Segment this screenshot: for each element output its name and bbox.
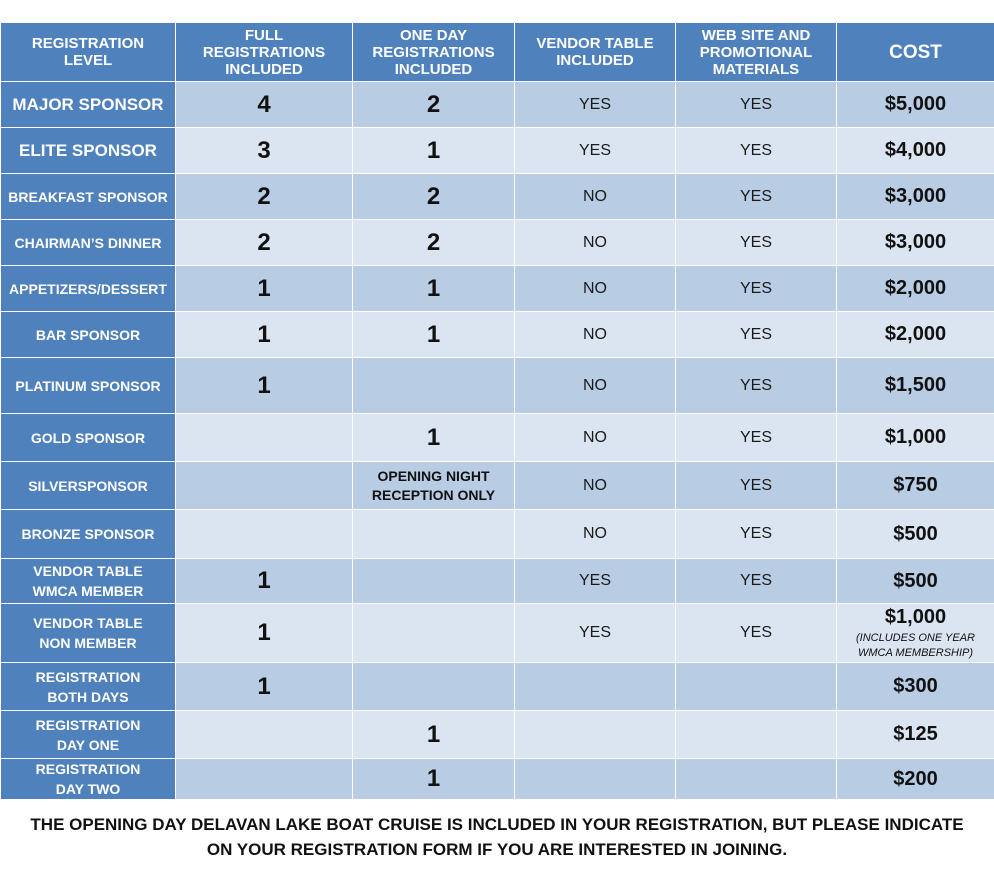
- table-row: [1, 82, 994, 128]
- full-registrations-cell: 3: [176, 128, 353, 174]
- table-row: [1, 312, 994, 358]
- full-registrations-cell: 4: [176, 82, 353, 128]
- one-day-registrations-cell: 1: [353, 711, 515, 759]
- registration-level-label: BAR SPONSOR: [35, 326, 141, 343]
- registration-level-label: DAY ONE: [56, 736, 120, 753]
- web-site-cell: YES: [676, 128, 837, 174]
- one-day-registrations-cell: 1: [353, 414, 515, 462]
- cost-cell: [837, 220, 994, 266]
- footer-line: ON YOUR REGISTRATION FORM IF YOU ARE INTERESTED IN JOINING.: [206, 840, 788, 859]
- cost-note: [837, 631, 994, 661]
- header-vendor-table: VENDOR TABLE INCLUDED: [515, 23, 676, 82]
- vendor-table-cell: [515, 711, 676, 759]
- table-row: [1, 174, 994, 220]
- registration-level-label: ELITE SPONSOR: [19, 140, 157, 160]
- one-day-registrations-cell: [353, 604, 515, 663]
- web-site-cell: YES: [676, 414, 837, 462]
- cost-value: $500: [893, 522, 938, 545]
- vendor-table-cell: NO: [515, 414, 676, 462]
- web-site-cell: YES: [676, 266, 837, 312]
- one-day-registrations-cell: 1: [353, 759, 515, 800]
- cost-cell: [837, 128, 994, 174]
- vendor-table-cell: [515, 663, 676, 711]
- registration-level-cell: [1, 174, 176, 220]
- registration-level-label: BOTH DAYS: [47, 688, 129, 705]
- registration-level-label: VENDOR TABLE: [33, 615, 143, 631]
- registration-level-label: MAJOR SPONSOR: [12, 94, 164, 114]
- table-row: [1, 414, 994, 462]
- table-row: [1, 711, 994, 759]
- cost-value: $3,000: [884, 231, 947, 253]
- registration-level-cell: [1, 711, 176, 759]
- cost-cell: [837, 312, 994, 358]
- vendor-table-cell: NO: [515, 174, 676, 220]
- cost-value: $300: [893, 675, 938, 697]
- registration-level-label: REGISTRATION: [35, 668, 141, 685]
- footer-line: THE OPENING DAY DELAVAN LAKE BOAT CRUISE IS INCLUDED IN YOUR REGISTRATION, BUT PLEASE INDICATE: [30, 815, 964, 834]
- cost-value: $3,000: [884, 185, 947, 207]
- registration-level-cell: [1, 82, 176, 128]
- footer-note: [0, 812, 994, 862]
- registration-level-cell: [1, 128, 176, 174]
- table-row: [1, 759, 994, 800]
- vendor-table-cell: NO: [515, 462, 676, 510]
- full-registrations-cell: 1: [176, 312, 353, 358]
- registration-level-cell: [1, 759, 176, 800]
- web-site-cell: YES: [676, 604, 837, 663]
- one-day-registrations-cell: 1: [353, 312, 515, 358]
- registration-level-label: NON MEMBER: [39, 635, 137, 651]
- full-registrations-cell: 1: [176, 604, 353, 663]
- cost-value: $4,000: [884, 139, 947, 161]
- registration-level-label: CHAIRMAN’S DINNER: [14, 234, 162, 251]
- header-row: [1, 23, 994, 82]
- one-day-registrations-cell: 2: [353, 220, 515, 266]
- cost-cell: [837, 604, 994, 663]
- registration-level-cell: [1, 663, 176, 711]
- full-registrations-cell: [176, 759, 353, 800]
- full-registrations-cell: 1: [176, 358, 353, 414]
- cost-value: $1,000: [884, 605, 947, 628]
- registration-level-cell: [1, 358, 176, 414]
- one-day-registrations-cell: [353, 358, 515, 414]
- table-row: [1, 358, 994, 414]
- cost-cell: [837, 510, 994, 559]
- web-site-cell: YES: [676, 559, 837, 604]
- vendor-table-cell: [515, 759, 676, 800]
- one-day-registrations-cell: 2: [353, 174, 515, 220]
- cost-cell: [837, 82, 994, 128]
- web-site-cell: YES: [676, 174, 837, 220]
- cost-cell: [837, 663, 994, 711]
- one-day-registrations-cell: [353, 462, 515, 510]
- vendor-table-cell: NO: [515, 220, 676, 266]
- cost-value: $1,000: [884, 426, 947, 448]
- registration-level-label: BRONZE SPONSOR: [21, 526, 155, 542]
- table-row: [1, 220, 994, 266]
- cost-cell: [837, 711, 994, 759]
- registration-level-label: PLATINUM SPONSOR: [15, 377, 161, 394]
- registration-level-cell: [1, 510, 176, 559]
- cost-note-line: WMCA MEMBERSHIP): [857, 646, 974, 659]
- one-day-registrations-cell: [353, 663, 515, 711]
- registration-level-cell: [1, 559, 176, 604]
- one-day-registrations-cell: [353, 559, 515, 604]
- web-site-cell: [676, 759, 837, 800]
- vendor-table-cell: NO: [515, 312, 676, 358]
- web-site-cell: [676, 711, 837, 759]
- web-site-cell: [676, 663, 837, 711]
- cost-value: $200: [893, 767, 938, 790]
- full-registrations-cell: 2: [176, 220, 353, 266]
- one-day-note: RECEPTION ONLY: [371, 486, 496, 503]
- registration-level-cell: [1, 220, 176, 266]
- cost-value: $2,000: [884, 323, 947, 345]
- full-registrations-cell: [176, 414, 353, 462]
- registration-level-cell: [1, 266, 176, 312]
- web-site-cell: YES: [676, 220, 837, 266]
- registration-level-label: SILVERSPONSOR: [28, 477, 148, 494]
- header-one-day-registrations: ONE DAY REGISTRATIONS INCLUDED: [353, 23, 515, 82]
- one-day-note: OPENING NIGHT: [377, 467, 490, 484]
- table-row: [1, 510, 994, 559]
- cost-cell: [837, 174, 994, 220]
- one-day-registrations-cell: 2: [353, 82, 515, 128]
- one-day-registrations-cell: 1: [353, 266, 515, 312]
- registration-level-label: REGISTRATION: [35, 716, 141, 733]
- cost-note-line: (INCLUDES ONE YEAR: [856, 631, 975, 644]
- web-site-cell: YES: [676, 82, 837, 128]
- header-full-registrations: FULL REGISTRATIONS INCLUDED: [176, 23, 353, 82]
- registration-level-label: REGISTRATION: [35, 761, 141, 777]
- cost-cell: [837, 414, 994, 462]
- cost-cell: [837, 559, 994, 604]
- full-registrations-cell: [176, 711, 353, 759]
- cost-value: $125: [893, 723, 938, 745]
- registration-level-cell: [1, 414, 176, 462]
- vendor-table-cell: NO: [515, 510, 676, 559]
- cost-cell: [837, 759, 994, 800]
- vendor-table-cell: NO: [515, 358, 676, 414]
- full-registrations-cell: [176, 510, 353, 559]
- cost-value: $750: [893, 474, 938, 496]
- registration-level-label: GOLD SPONSOR: [30, 429, 146, 446]
- vendor-table-cell: NO: [515, 266, 676, 312]
- table-row: [1, 663, 994, 711]
- table-row: [1, 559, 994, 604]
- header-cost: COST: [837, 23, 994, 82]
- cost-cell: [837, 266, 994, 312]
- sponsorship-table: [0, 22, 994, 800]
- full-registrations-cell: 2: [176, 174, 353, 220]
- full-registrations-cell: [176, 462, 353, 510]
- web-site-cell: YES: [676, 312, 837, 358]
- cost-cell: [837, 462, 994, 510]
- registration-level-label: WMCA MEMBER: [32, 583, 144, 599]
- vendor-table-cell: YES: [515, 559, 676, 604]
- full-registrations-cell: 1: [176, 559, 353, 604]
- cost-cell: [837, 358, 994, 414]
- table-row: [1, 128, 994, 174]
- cost-value: $5,000: [884, 93, 947, 115]
- full-registrations-cell: 1: [176, 266, 353, 312]
- table-row: [1, 462, 994, 510]
- full-registrations-cell: 1: [176, 663, 353, 711]
- registration-level-label: APPETIZERS/DESSERT: [9, 280, 167, 297]
- registration-level-cell: [1, 462, 176, 510]
- header-registration-level: REGISTRATION LEVEL: [1, 23, 176, 82]
- vendor-table-cell: YES: [515, 128, 676, 174]
- web-site-cell: YES: [676, 358, 837, 414]
- cost-value: $500: [893, 569, 938, 592]
- web-site-cell: YES: [676, 462, 837, 510]
- registration-level-label: BREAKFAST SPONSOR: [8, 188, 168, 205]
- vendor-table-cell: YES: [515, 604, 676, 663]
- vendor-table-cell: YES: [515, 82, 676, 128]
- registration-level-label: VENDOR TABLE: [33, 563, 143, 579]
- cost-value: $1,500: [884, 374, 947, 396]
- table-row: [1, 604, 994, 663]
- registration-level-cell: [1, 312, 176, 358]
- header-web-site: WEB SITE AND PROMOTIONAL MATERIALS: [676, 23, 837, 82]
- one-day-registrations-cell: 1: [353, 128, 515, 174]
- table-row: [1, 266, 994, 312]
- registration-level-label: DAY TWO: [55, 781, 121, 797]
- cost-value: $2,000: [884, 277, 947, 299]
- web-site-cell: YES: [676, 510, 837, 559]
- registration-level-cell: [1, 604, 176, 663]
- one-day-registrations-cell: [353, 510, 515, 559]
